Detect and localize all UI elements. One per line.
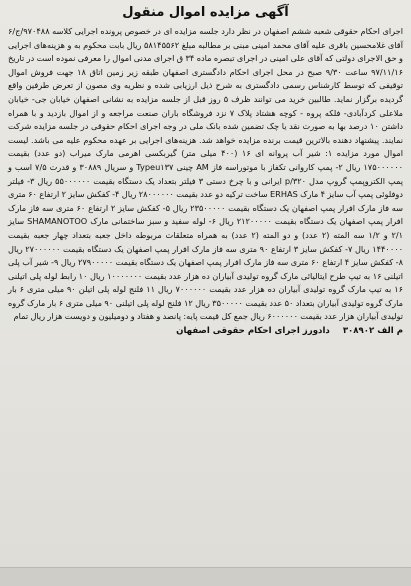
adjacent-clipping-strip [0,567,411,586]
reference-number: م الف ۳۰۸۹۰۲ [342,326,403,337]
auction-notice [8,3,403,338]
notice-title: آگهی مزایده اموال منقول [122,5,289,20]
signature-line: دادورز اجرای احکام حقوقی اصفهان [176,326,330,337]
notice-footer [8,325,403,338]
notice-body: اجرای احکام حقوقی شعبه ششم اصفهان در نظر دارد جلسه مزایده ای در خصوص پرونده اجرایی کلاسه ۹۷۰۴۸۸/ج/۶ آقای غلامحسین باقری علیه آقای محمد امینی مبنی بر مطالبه مبلغ ۵۸۱۴۵۵۶۲ ریال بابت محکوم به و هزینه‌های اجرایی و حق الاجرای دولتی که آقای علی امینی در اجرای تبصره ماده ۳۴ ق اجرای مدنی اموال را معرفی نموده است در تاریخ ۹۷/۱۱/۱۶ ساعت ۹/۳۰ صبح در محل اجرای احکام دادگستری اصفهان طبقه زیر زمین اتاق ۱۸ جهت فروش اموال توقیفی که توسط کارشناس رسمی دادگستری به شرح ذیل ارزیابی شده و نظریه وی مصون از تعرض طرفین واقع گردیده برگزار نماید. طالبین خرید می توانند ظرف ۵ روز قبل از جلسه مزایده به نشانی اصفهان خیابان جی- خیابان ملاعلی کردآبادی- فلکه پروه - کوچه هشتاد پلاک ۷ نزد فروشگاه باران صنعت مراجعه و از اموال بازدید و با همراه داشتن ۱۰ درصد بها به صورت نقد یا چک تضمین شده بانک ملی در وجه اجرای احکام حقوقی در جلسه مزایده شرکت نمایند. پیشنهاد دهنده بالاترین قیمت برنده مزایده خواهد شد. هزینه‌های اجرایی بر عهده محکوم علیه می باشد. لیست اموال مورد مزایده ۱: شیر آب پروانه ای ۱۶ (۴۰۰ میلی متر) گیربکسی اهرمی مارک میراب (دو عدد) بقیمت ۱۷۵۰۰۰۰۰۰ ریال ۲- پمپ کاروانی تکفاز با موتوراسه فاز AM چینی Typeu۱۳۷ و سریال ۳۰۸۸۹ و قدرت ۷/۵ اسب و پمپ الکتروپمپ گروپ مدل ۳۲۰/p ایرانی و با چرخ دستی ۳ فیلتر بتعداد یک دستگاه بقیمت ۵۵۰۰۰۰۰۰ ریال ۳- فیلتر دوفلوئی پمپ آب سایز ۴ مارک ERHAS ساخت ترکیه دو عدد بقیمت ۲۸۰۰۰۰۰۰ ریال ۴- کفکش سایز ۲ ارتفاع ۶۰ متری سه فاز مارک افرار پمپ اصفهان یک دستگاه بقیمت ۲۳۵۰۰۰۰۰ ریال ۵- کفکش سایز ۲ ارتفاع ۶۰ متری سه فاز مارک افرار پمپ اصفهان یک دستگاه بقیمت ۲۱۲۰۰۰۰۰ ریال ۶- لوله سفید و سبز ساختمانی مارک SHAMANOTOO سایز ۲/۱ و ۱/۲ سه المته (۲ عدد) و دو المته (۲ عدد) به همراه متعلقات مربوطه داخل جعبه بتعداد چهار جعبه بقیمت ۱۴۴۰۰۰۰ ریال ۷- کفکش سایز ۳ ارتفاع ۹۰ متری سه فاز مارک افرار پمپ اصفهان یک دستگاه بقیمت ۲۷۰۰۰۰۰۰ ریال ۸- کفکش سایز ۴ ارتفاع ۶۰ متری سه فاز مارک افرار پمپ اصفهان یک دستگاه بقیمت ۲۷۹۰۰۰۰۰ ریال ۹- شیر آب پلی اتیلنی ۱۶ به تیپ طرح ایتالیائی مارک گروه تولیدی آبیاران ده هزار عدد بقیمت ۱۰۰۰۰۰۰۰ ریال ۱۰ رابط لوله پلی اتیلنی ۱۶ به تیپ مارک گروه تولیدی آبیاران ده هزار عدد بقیمت ۷۰۰۰۰۰۰ ریال ۱۱ فلنج لوله پلی اتیلن ۹۰ میلی متری ۶ بار مارک گروه تولیدی آبیاران بتعداد ۵۰ عدد بقیمت ۳۵۰۰۰۰۰ ریال ۱۲ فلنج لوله پلی اتیلنی ۹۰ میلی متری ۶ بار مارک گروه تولیدی آبیاران هزار عدد بقیمت ۶۰۰۰۰۰۰ ریال جمع کل قیمت پایه: پانصد و هفتاد و دومیلیون و دویست هزار ریال تمام [8,26,404,322]
